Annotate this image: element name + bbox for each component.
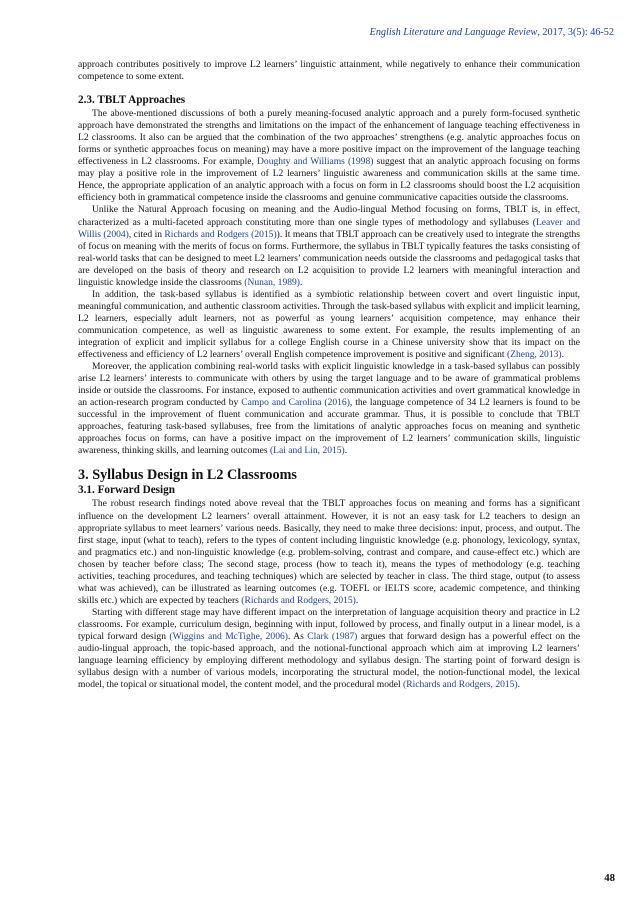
paragraph	[78, 361, 580, 457]
paragraph-text: In addition, the task-based syllabus is identified as a symbiotic relationship between covert and overt linguistic input, meaningful communication, and authentic classroom activities. Through the task-based syllabus with explicit and implicit learning, L2 learners, especially adult learners, not as powerful as young learners’ acquisition competence, may enhance their communication competence, as well as linguistic awareness to some extent. For example, the results implementing of an integration of explicit and implicit syllabus for a college English course in a Chinese university show that its impact on the effectiveness and efficiency of L2 learners’ overall English competence improvement is positive and significant	[78, 288, 580, 361]
citation-link[interactable]: (Zheng, 2013)	[506, 349, 562, 361]
paragraph-text: ). It means that TBLT approach can be creatively used to integrate the strengths of focus on meaning with the merits of focus on forms. Furthermore, the syllabus in TBLT typically features the tasks consisting of real-world tasks that can be designed to meet L2 learners’ communication needs outside the classrooms and pedagogical tasks that are developed on the basis of theory and research on L2 acquisition to provide L2 learners with meaningful interaction and linguistic knowledge inside the classrooms	[78, 228, 581, 288]
intro-paragraph: approach contributes positively to improve L2 learners’ linguistic attainment, while negatively to enhance their communication competence to some extent.	[78, 59, 580, 83]
citation-link[interactable]: Doughty and Williams (1998)	[257, 156, 374, 168]
paragraph-text: suggest that an analytic approach focusing on forms may play a positive role in the improvement of L2 learners’ linguistic awareness and communication skills at the same time. Hence, the appropriate application of an analytic approach with a focus on form in L2 classrooms should boost the L2 acquisition efficiency both in grammatical competence inside the classrooms and genuine communicative capacities outside the classrooms.	[78, 156, 580, 204]
citation-link[interactable]: (Richards and Rodgers, 2015)	[241, 594, 356, 606]
citation-link[interactable]: Richards and Rodgers (2015)	[164, 228, 277, 240]
paragraph-text: , cited in	[128, 228, 165, 240]
paragraph	[78, 498, 580, 606]
paragraph-text: .	[561, 349, 564, 361]
paragraph-text: Starting with different stage may have different impact on the interpretation of language acquisition theory and practice in L2 classrooms. For example, curriculum design, beginning with input, followed by process, and finally output in a linear model, is a typical forward design	[78, 606, 580, 642]
citation-link[interactable]: (Richards and Rodgers, 2015)	[403, 679, 518, 691]
section-heading-3-1: 3.1. Forward Design	[78, 484, 175, 497]
section-heading-3: 3. Syllabus Design in L2 Classrooms	[78, 467, 297, 484]
paragraph	[78, 607, 580, 691]
paragraph-text: argues that forward design has a powerful effect on the audio-lingual approach, the topic-based approach, and the notional-functional approach which aim at improving L2 learners’ language learning efficiency by employing different methodology and syllabus design. The starting point of forward design is syllabus design with a number of various models, incorporating the structural model, the notion-functional model, the lexical model, the topical or situational model, the content model, and the procedural model	[78, 630, 580, 691]
citation-link[interactable]: Clark (1987)	[307, 630, 358, 642]
paragraph-text: Moreover, the application combining real-world tasks with explicit linguistic knowledge in a task-based syllabus can possibly arise L2 learners’ interests to communicate with others by using the target language and to be aware of grammatical problems inside or outside the classrooms. For instance, exposed to authentic communication activities and overt grammatical knowledge in an action-research program conducted by	[78, 361, 580, 409]
paragraph-text: The robust research findings noted above reveal that the TBLT approaches focus on meaning and forms has a significant influence on the development L2 learners’ overall attainment. However, it is not an easy task for L2 teachers to design an appropriate syllabus to meet learners’ various needs. Basically, they need to make three decisions: input, process, and output. The first stage, input (what to teach), refers to the types of content including linguistic knowledge (e.g. phonology, lexicology, syntax, and pragmatics etc.) and non-linguistic knowledge (e.g. problem-solving, contrast and compare, and cause-effect etc.) which are chosen by teacher before class; The second stage, process (how to teach it), means the types of methodology (e.g. teaching activities, teaching procedures, and teaching techniques) which are selected by teacher in class. The third stage, output (to assess what was achieved), can be illustrated as learning outcomes (e.g. TOEFL or IELTS score, academic competence, and thinking skills etc.) which are expected by teachers	[78, 498, 580, 606]
footer-divider	[0, 857, 638, 858]
paragraph-text: Unlike the Natural Approach focusing on meaning and the Audio-lingual Method focusing on forms, TBLT is, in effect, characterized as a multi-faceted approach constituting more than one single types of methodology and syllabuses (	[78, 204, 580, 228]
citation-link[interactable]: (Nunan, 1989)	[244, 276, 300, 288]
paragraph	[78, 289, 580, 361]
journal-name: English Literature and Language Review	[369, 27, 538, 38]
paragraph-text: , the language competence of 34 L2 learners is found to be successful in the improvement of fluent communication and accurate grammar. Thus, it is possible to conclude that TBLT approaches, featuring task-based syllabuses, free from the limitations of analytic approaches focus on meaning and synthetic approaches focus on forms, can have a positive impact on the improvement of L2 learners’ communication skills, linguistic awareness, thinking skills, and learning outcomes	[78, 397, 580, 457]
paragraph	[78, 204, 580, 288]
paragraph-text: .	[355, 594, 359, 606]
journal-citation: , 2017, 3(5): 46-52	[537, 27, 614, 38]
paragraph-text: . As	[287, 630, 308, 642]
body-text	[78, 59, 580, 691]
citation-link[interactable]: (Wiggins and McTighe, 2006)	[169, 630, 288, 642]
page-number: 48	[604, 872, 615, 884]
paragraph-text: .	[299, 276, 303, 288]
section-heading-2-3: 2.3. TBLT Approaches	[78, 94, 186, 107]
citation-link[interactable]: (Lai and Lin, 2015)	[269, 445, 345, 457]
citation-link[interactable]: Leaver and Willis (2004)	[78, 216, 580, 240]
paragraph-text: The above-mentioned discussions of both a purely meaning-focused analytic approach and a purely form-focused synthetic approach have demonstrated the strengths and limitations on the impact of the enhancement of language teaching effectiveness in L2 classrooms. It also can be argued that the combination of the two approaches’ strengthens (e.g. analytic approaches focus on forms or synthetic approaches focus on meaning) may have a more positive impact on the improvement of the language teaching effectiveness in L2 classrooms. For example,	[78, 108, 580, 168]
paragraph-text: .	[517, 679, 520, 691]
paragraph-text: .	[344, 445, 348, 457]
running-header	[370, 27, 614, 38]
citation-link[interactable]: Campo and Carolina (2016)	[241, 397, 350, 409]
paragraph	[78, 108, 580, 204]
